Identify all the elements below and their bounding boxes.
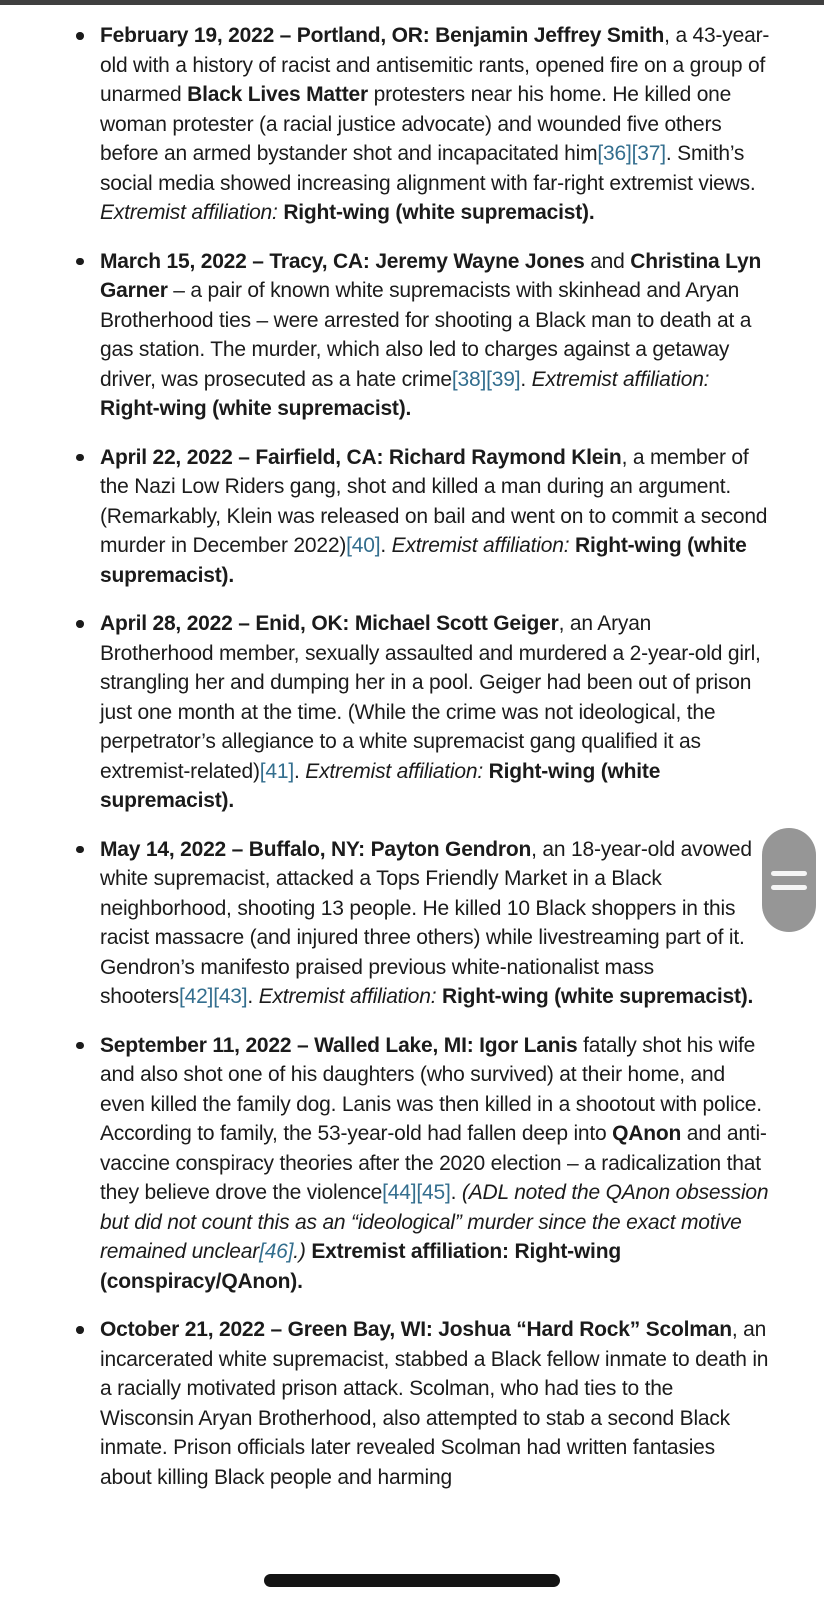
text-run: and anti-vaccine conspiracy theories after the 2020 election – a radicalization that they believe drove the violence <box>100 1122 767 1204</box>
list-item <box>100 247 770 424</box>
citation-link[interactable]: [36] <box>597 142 632 165</box>
text-run: April 28, 2022 – Enid, OK: Michael Scott Geiger <box>100 612 559 635</box>
text-run: Extremist affiliation: <box>258 985 437 1008</box>
text-run: Right-wing (white supremacist). <box>100 397 412 420</box>
text-run: Extremist affiliation: <box>531 367 710 391</box>
text-run: Black Lives Matter <box>187 83 368 106</box>
text-run: Right-wing (white supremacist). <box>442 985 754 1008</box>
citation-link[interactable]: [39] <box>486 367 521 391</box>
text-run: , a 43-year-old with a history of racist and antisemitic rants, opened fire on a group of unarmed <box>100 24 770 106</box>
text-run: . Smith’s social media showed increasing alignment with far-right extremist views. <box>100 142 756 195</box>
citation-link[interactable]: [43] <box>213 985 248 1008</box>
text-run: . <box>380 534 392 557</box>
text-run: , an incarcerated white supremacist, stabbed a Black fellow inmate to death in a racially motivated prison attack. Scolman, who had ties to the Wisconsin Aryan Brotherhood, also attempted to stab a second Black inmate. Prison officials later revealed Scolman had written fantasies about killing Black people and harming <box>100 1318 769 1489</box>
text-run: QAnon <box>612 1122 682 1145</box>
text-run: March 15, 2022 – Tracy, CA: Jeremy Wayne Jones <box>100 249 585 273</box>
text-run: . <box>450 1181 462 1204</box>
text-run: , an Aryan Brotherhood member, sexually assaulted and murdered a 2-year-old girl, strangling her and dumping her in a pool. Geiger had been out of prison just one month at the time. (While the crime was not ideological, the perpetrator’s allegiance to a white supremacist gang qualified it as extremist-related) <box>100 612 761 783</box>
text-run: April 22, 2022 – Fairfield, CA: Richard Raymond Klein <box>100 445 622 469</box>
citation-link[interactable]: [46] <box>259 1240 294 1263</box>
text-run: Right-wing (white supremacist). <box>100 534 747 587</box>
text-run: , an 18-year-old avowed white supremacist, attacked a Tops Friendly Market in a Black neighborhood, shooting 13 people. He killed 10 Black shoppers in this racist massacre (and injured three others) while livestreaming part of it. Gendron’s manifesto praised previous white-nationalist mass shooters <box>100 837 752 1008</box>
text-run: (ADL noted the QAnon obsession but did not count this as an “ideological” murder since the exact motive remained unclear <box>100 1181 769 1263</box>
text-run: .) <box>293 1240 306 1263</box>
citation-link[interactable]: [45] <box>416 1181 451 1204</box>
text-run: May 14, 2022 – Buffalo, NY: Payton Gendron <box>100 837 532 861</box>
text-run: Extremist affiliation: <box>391 534 570 557</box>
text-run: Christina Lyn Garner <box>100 249 762 302</box>
text-run: – a pair of known white supremacists with skinhead and Aryan Brotherhood ties – were arrested for shooting a Black man to death at a gas station. The murder, which also led to charges against a getaway driver, was prosecuted as a hate crime <box>100 279 752 391</box>
citation-link[interactable]: [38] <box>451 367 487 391</box>
text-run: . <box>247 985 259 1008</box>
citation-link[interactable]: [41] <box>259 759 295 783</box>
text-run: Right-wing (white supremacist). <box>100 759 661 812</box>
home-indicator-bar[interactable] <box>264 1574 560 1587</box>
text-run: fatally shot his wife and also shot one of his daughters (who survived) at their home, and even killed the family dog. Lanis was then killed in a shootout with police. According to family, the 53-year-old had fallen deep into <box>100 1033 762 1145</box>
text-run: Extremist affiliation: <box>100 201 278 224</box>
grip-lines-icon <box>771 871 807 890</box>
text-run: Extremist affiliation: Right-wing (conspiracy/QAnon). <box>100 1240 621 1293</box>
top-edge-bar <box>0 0 824 5</box>
text-run: Extremist affiliation: <box>305 759 483 783</box>
text-run: , a member of the Nazi Low Riders gang, shot and killed a man during an argument. (Remarkably, Klein was released on bail and went on to commit a second murder in December 2022) <box>100 445 768 557</box>
text-run: October 21, 2022 – Green Bay, WI: Joshua “Hard Rock” Scolman <box>100 1318 732 1341</box>
text-run: February 19, 2022 – Portland, OR: Benjamin Jeffrey Smith <box>100 24 665 47</box>
text-run: September 11, 2022 – Walled Lake, MI: Igor Lanis <box>100 1033 578 1057</box>
text-run: protesters near his home. He killed one woman protester (a racial justice advocate) and wounded five others before an armed bystander shot and incapacitated him <box>100 83 732 165</box>
text-run: Right-wing (white supremacist). <box>283 201 595 224</box>
citation-link[interactable]: [40] <box>346 534 381 557</box>
list-item <box>100 1315 770 1492</box>
list-item <box>100 609 770 816</box>
list-item <box>100 1031 770 1297</box>
citation-link[interactable]: [44] <box>382 1181 417 1204</box>
list-item <box>100 21 770 228</box>
text-run: . <box>520 367 532 391</box>
list-item <box>100 443 770 591</box>
text-run: and <box>584 249 631 273</box>
scroll-handle[interactable] <box>762 828 816 932</box>
list-item <box>100 835 770 1012</box>
citation-link[interactable]: [37] <box>631 142 666 165</box>
citation-link[interactable]: [42] <box>178 985 214 1008</box>
text-run: . <box>294 759 306 783</box>
